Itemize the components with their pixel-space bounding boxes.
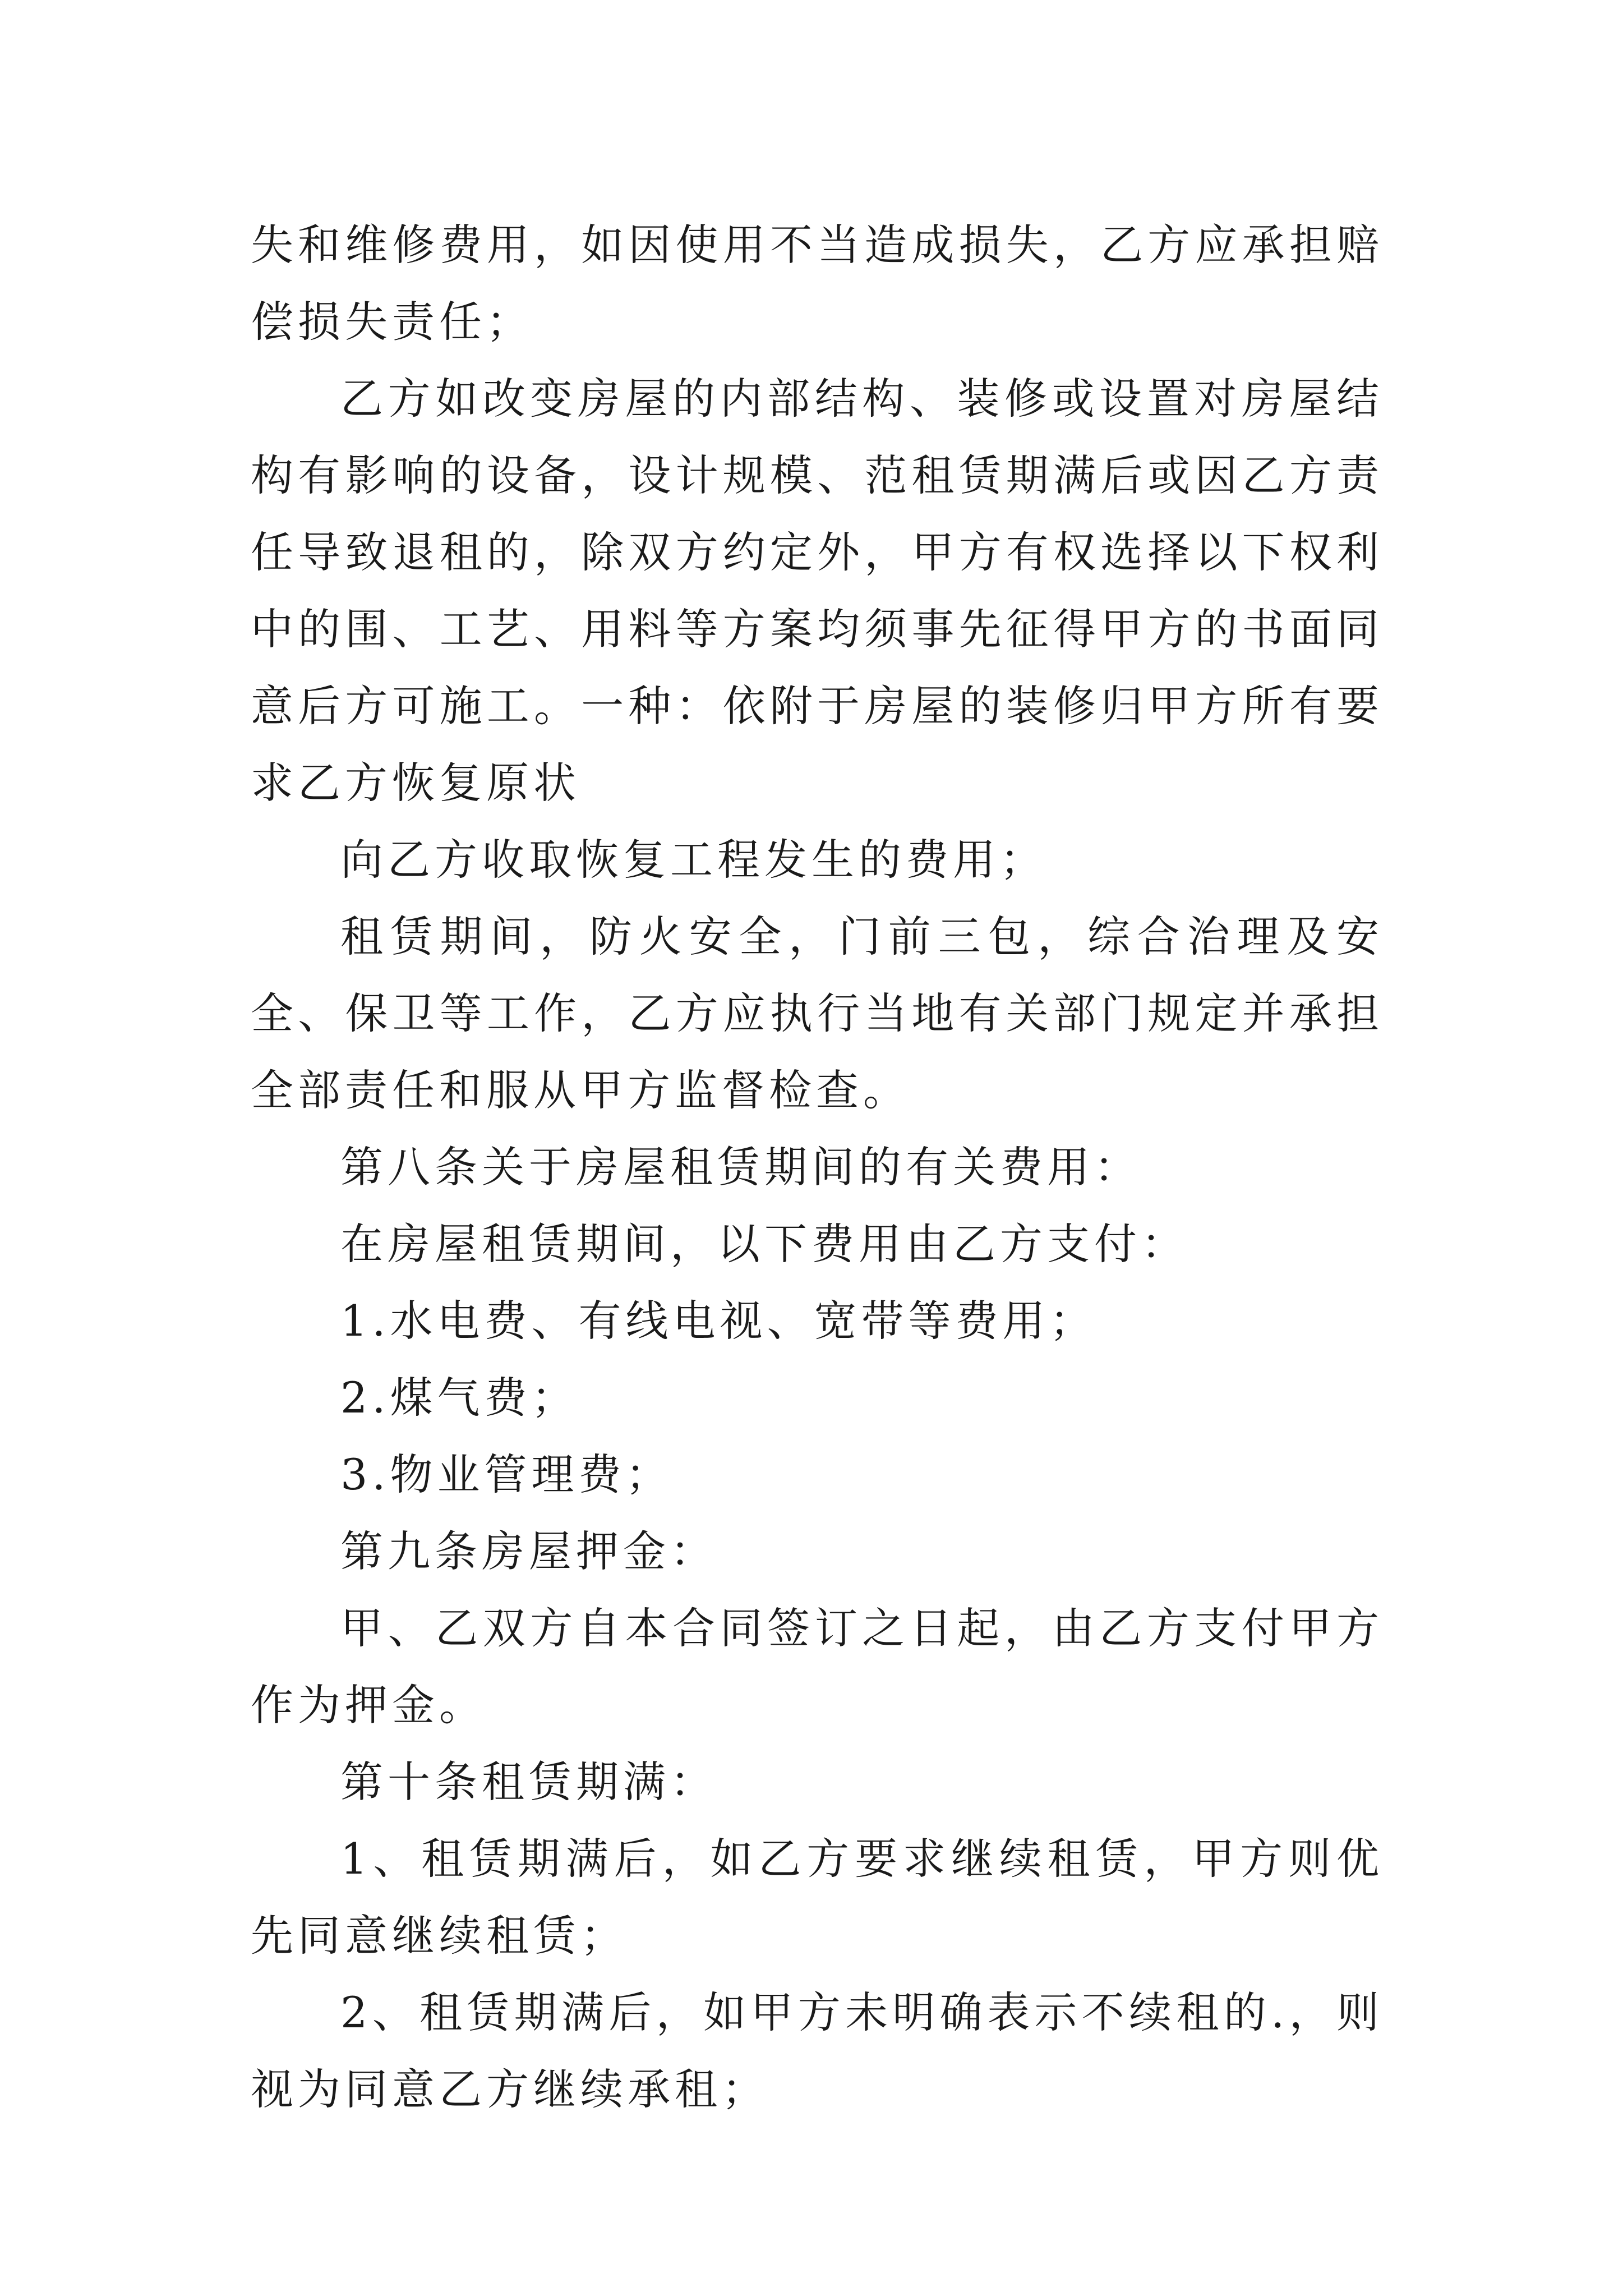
list-item-gas: 2.煤气费； (340, 1373, 579, 1423)
list-item-implied-renewal: 2、租赁期满后，如甲方未明确表示不续租的.，则视为同意乙方继续承租； (251, 1987, 1384, 2114)
article-8-heading: 第八条关于房屋租赁期间的有关费用： (340, 1142, 1141, 1192)
paragraph-damage-liability: 失和维修费用，如因使用不当造成损失，乙方应承担赔偿损失责任； (251, 220, 1384, 347)
paragraph-deposit: 甲、乙双方自本合同签订之日起，由乙方支付甲方作为押金。 (251, 1603, 1384, 1730)
article-9-heading: 第九条房屋押金： (340, 1526, 717, 1576)
list-item-property-management: 3.物业管理费； (340, 1450, 673, 1499)
article-10-heading: 第十条租赁期满： (340, 1757, 717, 1807)
list-item-renewal-priority: 1、租赁期满后，如乙方要求继续租赁，甲方则优先同意继续租赁； (251, 1834, 1384, 1961)
paragraph-fees-intro: 在房屋租赁期间，以下费用由乙方支付： (340, 1219, 1188, 1269)
paragraph-safety-duties: 租赁期间，防火安全，门前三包，综合治理及安全、保卫等工作，乙方应执行当地有关部门规定并承担全部责任和服从甲方监督检查。 (251, 912, 1384, 1115)
paragraph-restoration-cost: 向乙方收取恢复工程发生的费用； (340, 835, 1047, 885)
paragraph-structure-modification: 乙方如改变房屋的内部结构、装修或设置对房屋结构有影响的设备，设计规模、范租赁期满后或因乙方责任导致退租的，除双方约定外，甲方有权选择以下权利中的围、工艺、用料等方案均须事先征得甲方的书面同意后方可施工。一种：依附于房屋的装修归甲方所有要求乙方恢复原状 (251, 374, 1384, 808)
list-item-utilities: 1.水电费、有线电视、宽带等费用； (340, 1296, 1097, 1346)
document-body (251, 206, 1384, 2128)
